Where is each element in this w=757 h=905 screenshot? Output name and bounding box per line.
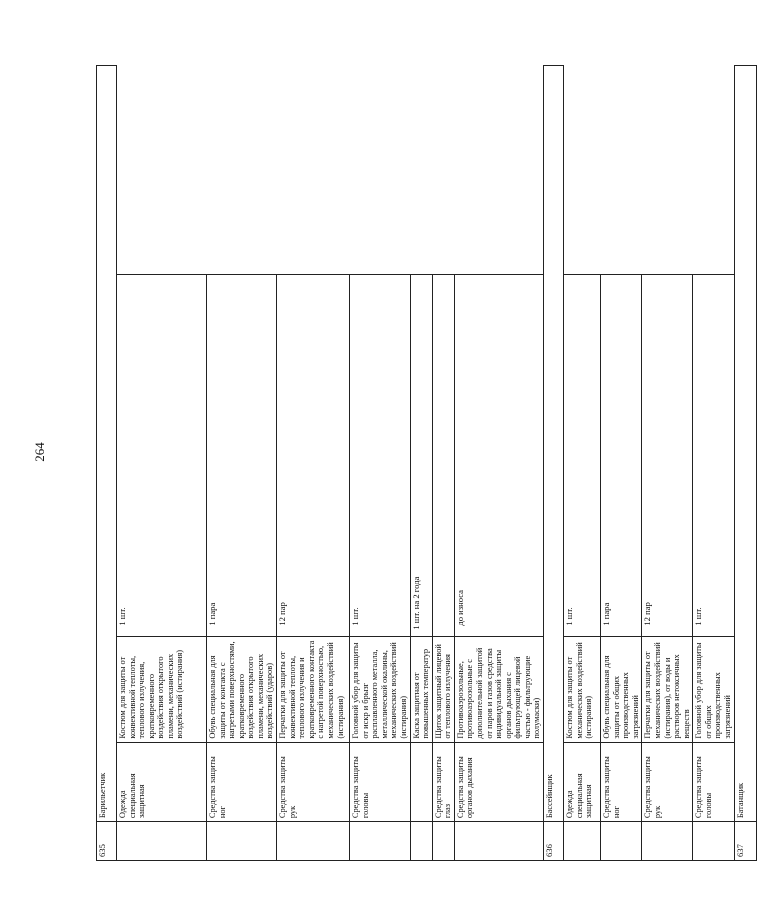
number-cell (693, 822, 734, 861)
quantity-cell (432, 274, 454, 636)
quantity-cell: 12 пар (642, 274, 693, 636)
item-cell: Головной убор для защиты от общих производственных загрязнений (693, 636, 734, 742)
table-row (432, 66, 454, 861)
table-row (410, 66, 432, 861)
quantity-cell: 1 шт. на 2 года (410, 274, 432, 636)
quantity-cell: 1 шт. (117, 274, 207, 636)
page-number: 264 (32, 442, 47, 462)
profession-name: Бассейнщик (544, 66, 564, 822)
item-cell: Головной убор для защиты от искр и брызг расплавленного металла, металлической окалины, механических воздействий (истирания) (350, 636, 410, 742)
quantity-cell: до износа (454, 274, 543, 636)
table-row (693, 66, 734, 861)
table-row (207, 66, 277, 861)
quantity-cell: 12 пар (277, 274, 350, 636)
category-cell: Средства защиты глаз (432, 742, 454, 821)
profession-number: 636 (544, 822, 564, 861)
table-row (601, 66, 642, 861)
item-cell: Перчатки для защиты от механических воздействий (истирания), от воды и растворов нетоксичных веществ (642, 636, 693, 742)
item-cell: Обувь специальная для защиты от контакта с нагретыми поверхностями, кратковременного воздействия открытого пламени, механических воздействий (ударов) (207, 636, 277, 742)
number-cell (410, 822, 432, 861)
quantity-cell: 1 шт. (350, 274, 410, 636)
category-cell: Средства защиты головы (350, 742, 410, 821)
category-cell: Средства защиты органов дыхания (454, 742, 543, 821)
table-row (454, 66, 543, 861)
category-cell: Средства защиты рук (642, 742, 693, 821)
category-cell: Одежда специальная защитная (564, 742, 601, 821)
number-cell (642, 822, 693, 861)
table-row (564, 66, 601, 861)
item-cell: Каска защитная от повышенных температур (410, 636, 432, 742)
item-cell: Костюм для защиты от конвективной теплоты, теплового излучения, кратковременного воздействия открытого пламени, механических воздействий (истирания) (117, 636, 207, 742)
profession-name: Барильетчик (97, 66, 117, 822)
item-cell: Костюм для защиты от механических воздействий (истирания) (564, 636, 601, 742)
profession-row (97, 66, 117, 861)
profession-row (544, 66, 564, 861)
number-cell (564, 822, 601, 861)
ppe-table-wrapper (96, 65, 745, 861)
table-body (97, 66, 757, 861)
category-cell: Средства защиты головы (693, 742, 734, 821)
profession-number: 635 (97, 822, 117, 861)
quantity-cell: 1 шт. (693, 274, 734, 636)
item-cell: Противоаэрозольные, противоаэрозольные с дополнительной защитой от паров и газов средства индивидуальной защиты органов дыхания с фильтрующей лицевой частью - фильтрующие полумаски) (454, 636, 543, 742)
number-cell (117, 822, 207, 861)
table-row (642, 66, 693, 861)
number-cell (207, 822, 277, 861)
table-row (350, 66, 410, 861)
number-cell (432, 822, 454, 861)
category-cell: Средства защиты ног (207, 742, 277, 821)
profession-number: 637 (734, 822, 756, 861)
quantity-cell: 1 пара (207, 274, 277, 636)
number-cell (350, 822, 410, 861)
ppe-norms-table (96, 65, 757, 861)
table-row (117, 66, 207, 861)
number-cell (454, 822, 543, 861)
category-cell: Средства защиты рук (277, 742, 350, 821)
quantity-cell: 1 пара (601, 274, 642, 636)
category-cell (410, 742, 432, 821)
item-cell: Щиток защитный лицевой от теплового излучения (432, 636, 454, 742)
category-cell: Одежда специальная защитная (117, 742, 207, 821)
quantity-cell: 1 шт. (564, 274, 601, 636)
table-row (277, 66, 350, 861)
profession-row (734, 66, 756, 861)
item-cell: Обувь специальная для защиты от общих производственных загрязнений (601, 636, 642, 742)
number-cell (601, 822, 642, 861)
number-cell (277, 822, 350, 861)
category-cell: Средства защиты ног (601, 742, 642, 821)
item-cell: Перчатки для защиты от конвективной теплоты, теплового излучения и кратковременного контакта с нагретой поверхностью, механических воздействий (истирания) (277, 636, 350, 742)
profession-name: Батанщик (734, 66, 756, 822)
